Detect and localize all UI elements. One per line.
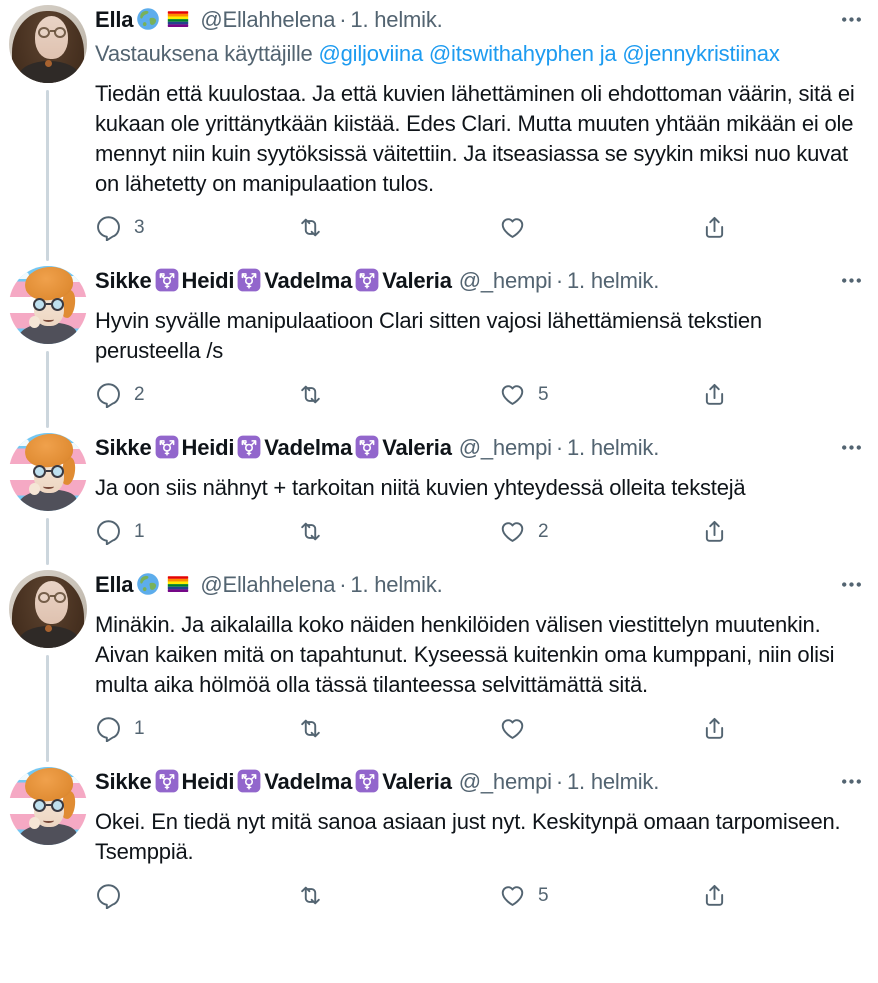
tweet[interactable]: [0, 0, 878, 261]
tweet-date[interactable]: 1. helmik.: [566, 268, 660, 293]
reply-icon: [95, 518, 122, 545]
transgender-emoji: [355, 435, 379, 459]
tweet-actions: [95, 880, 864, 911]
like-button[interactable]: [499, 880, 549, 911]
more-button[interactable]: [833, 767, 864, 794]
reply-button[interactable]: [95, 516, 145, 547]
reply-icon: [95, 214, 122, 241]
like-button[interactable]: [499, 516, 549, 547]
share-icon: [701, 214, 728, 241]
more-icon: [839, 435, 864, 460]
tweet[interactable]: [0, 565, 878, 762]
more-button[interactable]: [833, 5, 864, 32]
share-button[interactable]: [701, 880, 728, 911]
reply-count: 1: [134, 717, 145, 739]
reply-context: [95, 39, 864, 69]
like-count: 5: [538, 383, 549, 405]
tweet-actions: [95, 516, 864, 547]
tweet-header: Sikke Heidi Vadelma Valeria @_hempi · 1. helmik.: [95, 435, 660, 460]
reply-button[interactable]: [95, 379, 145, 410]
transgender-emoji: [237, 268, 261, 292]
reply-button[interactable]: [95, 713, 145, 744]
avatar[interactable]: [9, 570, 87, 648]
transgender-emoji: [237, 769, 261, 793]
retweet-button[interactable]: [297, 516, 346, 547]
transgender-emoji: [155, 435, 179, 459]
tweet-header: Ella @Ellahhelena · 1. helmik.: [95, 572, 443, 597]
tweet-text: Tiedän että kuulostaa. Ja että kuvien lähettäminen oli ehdottoman väärin, sitä ei kukaan ole yrittänytkään kiistää. Edes Clari. Mutta muuten yhtään mikään ei ole mennyt niin kuin syytöksissä väitettiin. Ja itseasiassa se syykin miksi nuo kuvat on lähetetty on manipulaation tulos.: [95, 81, 855, 196]
reply-icon: [95, 381, 122, 408]
tweet-header: Sikke Heidi Vadelma Valeria @_hempi · 1. helmik.: [95, 769, 660, 794]
avatar[interactable]: [9, 767, 87, 845]
more-icon: [839, 7, 864, 32]
like-icon: [499, 518, 526, 545]
retweet-button[interactable]: [297, 880, 346, 911]
author-name[interactable]: Sikke: [95, 435, 152, 460]
like-button[interactable]: [499, 713, 548, 744]
transgender-emoji: [155, 769, 179, 793]
globe-emoji: [136, 572, 160, 596]
tweet[interactable]: [0, 762, 878, 929]
retweet-button[interactable]: [297, 212, 346, 243]
reply-count: 2: [134, 383, 145, 405]
retweet-icon: [297, 214, 324, 241]
tweet-actions: [95, 379, 864, 410]
tweet-text: Minäkin. Ja aikalailla koko näiden henkilöiden välisen viestittelyn muutenkin. Aivan kaiken mitä on tapahtunut. Kyseessä kuitenkin oma kumppani, niin olisi multa aika hölmöä olla tässä tilanteessa selvittämättä sitä.: [95, 612, 835, 697]
reply-icon: [95, 715, 122, 742]
share-icon: [701, 715, 728, 742]
reply-button[interactable]: [95, 880, 144, 911]
tweet-date[interactable]: 1. helmik.: [566, 435, 660, 460]
rainbow-flag-emoji: [166, 572, 190, 596]
reply-count: 1: [134, 520, 145, 542]
thread-connector-line: [46, 655, 49, 762]
thread-connector-line: [46, 90, 49, 261]
tweet-text: Ja oon siis nähnyt + tarkoitan niitä kuvien yhteydessä olleita tekstejä: [95, 475, 746, 500]
tweet-actions: [95, 713, 864, 744]
retweet-icon: [297, 715, 324, 742]
like-button[interactable]: [499, 212, 548, 243]
avatar[interactable]: [9, 433, 87, 511]
thread-connector-line: [46, 518, 49, 565]
author-name[interactable]: Ella: [95, 572, 134, 597]
author-handle[interactable]: @_hempi: [458, 268, 552, 293]
tweet[interactable]: [0, 261, 878, 428]
transgender-emoji: [355, 769, 379, 793]
share-button[interactable]: [701, 713, 728, 744]
tweet-date[interactable]: 1. helmik.: [350, 7, 443, 32]
tweet-gutter: [0, 266, 95, 428]
like-count: 5: [538, 884, 549, 906]
transgender-emoji: [155, 268, 179, 292]
retweet-button[interactable]: [297, 379, 346, 410]
like-icon: [499, 214, 526, 241]
author-name[interactable]: Ella: [95, 7, 134, 32]
transgender-emoji: [355, 268, 379, 292]
author-handle[interactable]: @Ellahhelena: [200, 7, 336, 32]
transgender-emoji: [237, 435, 261, 459]
more-button[interactable]: [833, 433, 864, 460]
more-icon: [839, 769, 864, 794]
tweet-actions: [95, 212, 864, 243]
like-icon: [499, 882, 526, 909]
tweet-gutter: [0, 433, 95, 565]
tweet-gutter: [0, 767, 95, 929]
share-icon: [701, 518, 728, 545]
author-handle[interactable]: @_hempi: [458, 435, 552, 460]
like-icon: [499, 715, 526, 742]
tweet-text: Okei. En tiedä nyt mitä sanoa asiaan just nyt. Keskitynpä omaan tarpomiseen. Tsemppiä.: [95, 809, 841, 864]
author-name[interactable]: Sikke: [95, 769, 152, 794]
retweet-icon: [297, 518, 324, 545]
like-button[interactable]: [499, 379, 549, 410]
avatar[interactable]: [9, 5, 87, 83]
tweet-gutter: [0, 570, 95, 762]
like-icon: [499, 381, 526, 408]
more-icon: [839, 268, 864, 293]
share-button[interactable]: [701, 379, 728, 410]
share-icon: [701, 381, 728, 408]
more-icon: [839, 572, 864, 597]
globe-emoji: [136, 7, 160, 31]
like-count: 2: [538, 520, 549, 542]
retweet-button[interactable]: [297, 713, 346, 744]
author-handle[interactable]: @_hempi: [458, 769, 552, 794]
tweet-date[interactable]: 1. helmik.: [350, 572, 443, 597]
tweet[interactable]: [0, 428, 878, 565]
more-button[interactable]: [833, 266, 864, 293]
author-name[interactable]: Sikke: [95, 268, 152, 293]
tweet-text: Hyvin syvälle manipulaatioon Clari sitten vajosi lähettämiensä tekstien perusteella /s: [95, 308, 762, 363]
retweet-icon: [297, 381, 324, 408]
tweet-header: Ella @Ellahhelena · 1. helmik.: [95, 7, 443, 32]
share-button[interactable]: [701, 212, 728, 243]
reply-count: 3: [134, 216, 145, 238]
more-button[interactable]: [833, 570, 864, 597]
thread-connector-line: [46, 351, 49, 428]
reply-button[interactable]: [95, 212, 145, 243]
retweet-icon: [297, 882, 324, 909]
author-handle[interactable]: @Ellahhelena: [200, 572, 336, 597]
reply-context-prefix: Vastauksena käyttäjille: [95, 41, 313, 66]
avatar[interactable]: [9, 266, 87, 344]
rainbow-flag-emoji: [166, 7, 190, 31]
reply-context-mentions[interactable]: @giljoviina @itswithahyphen ja @jennykristiinax: [318, 41, 780, 66]
tweet-gutter: [0, 5, 95, 261]
share-icon: [701, 882, 728, 909]
share-button[interactable]: [701, 516, 728, 547]
reply-icon: [95, 882, 122, 909]
tweet-date[interactable]: 1. helmik.: [566, 769, 660, 794]
tweet-header: Sikke Heidi Vadelma Valeria @_hempi · 1. helmik.: [95, 268, 660, 293]
